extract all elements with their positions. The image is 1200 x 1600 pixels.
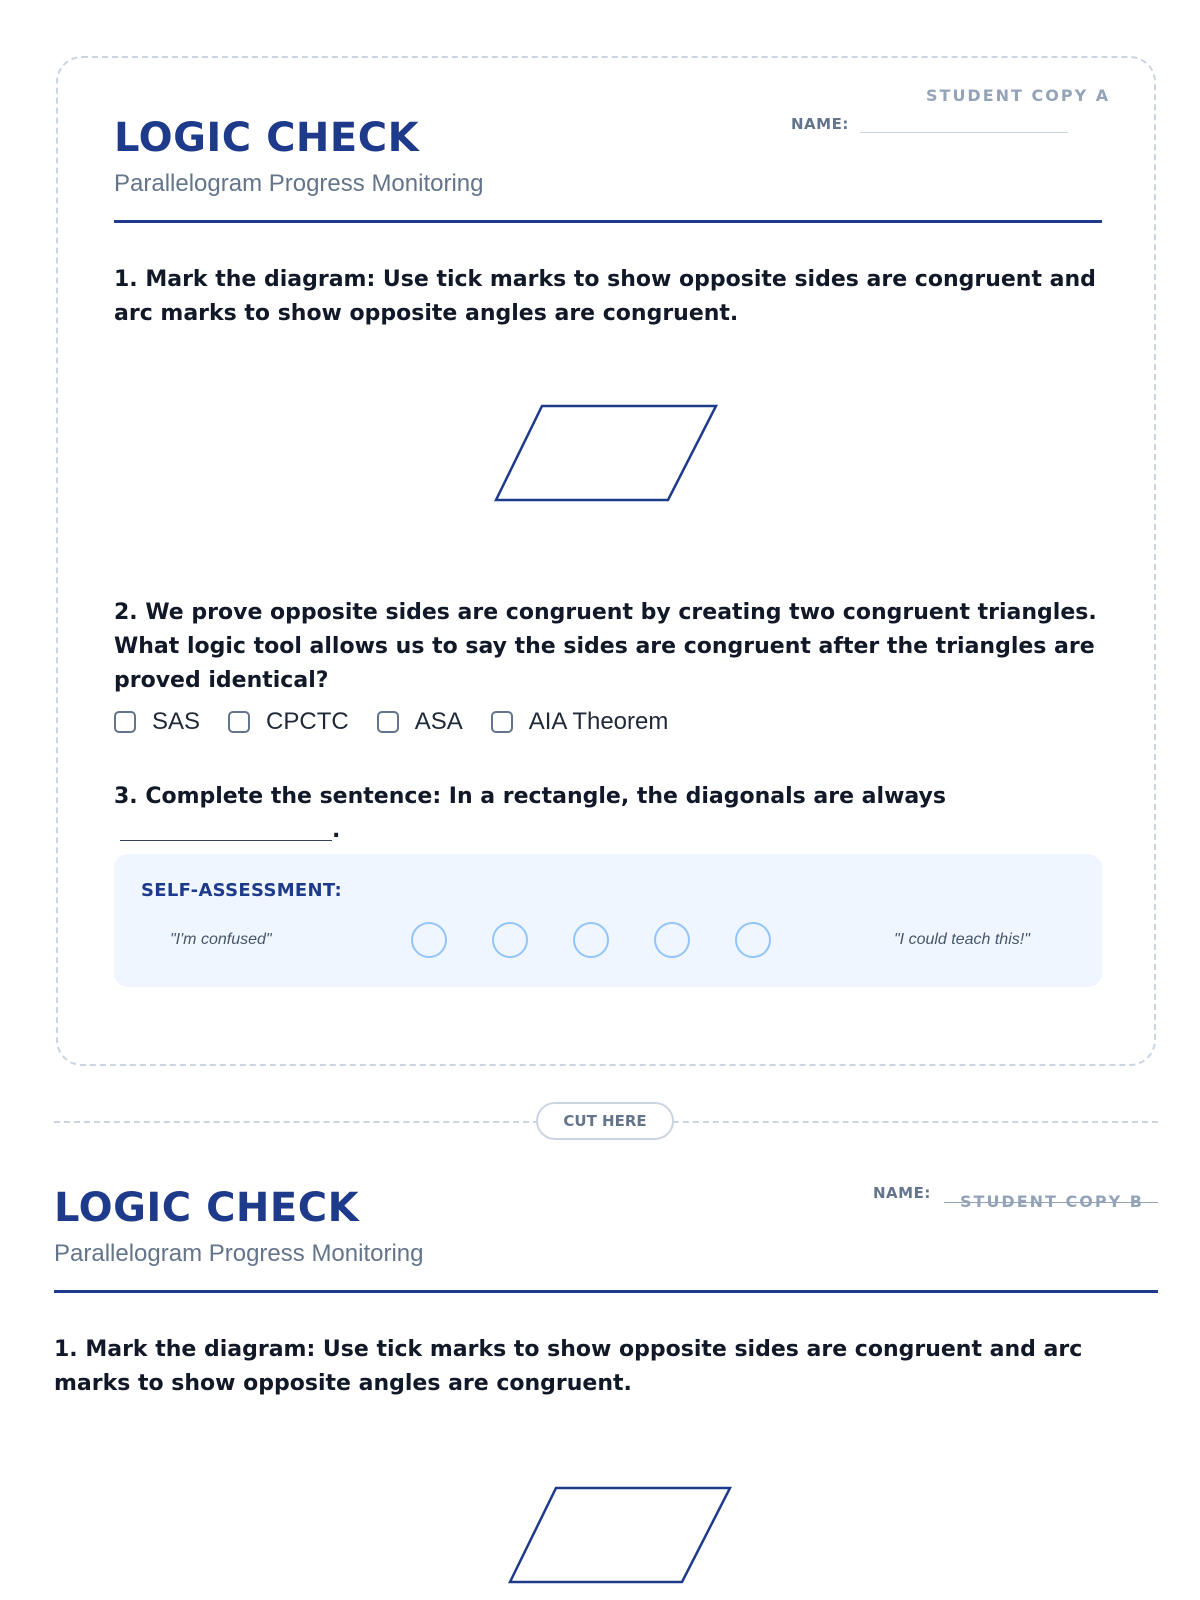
option-aia-theorem[interactable] <box>491 708 669 736</box>
option-label: AIA Theorem <box>528 708 669 735</box>
checkbox[interactable] <box>228 711 250 733</box>
header-rule-b <box>54 1290 1158 1293</box>
rating-circle-5[interactable] <box>735 922 771 958</box>
page-title: LOGIC CHECK <box>114 115 420 161</box>
parallelogram-diagram[interactable] <box>494 403 720 503</box>
scale-high-label: "I could teach this!" <box>894 931 1030 948</box>
checkbox[interactable] <box>114 711 136 733</box>
answer-options <box>114 708 1102 736</box>
answer-blank[interactable] <box>120 840 332 841</box>
option-sas[interactable] <box>114 708 200 736</box>
option-asa[interactable] <box>377 708 463 736</box>
cut-here-label: CUT HERE <box>536 1102 674 1140</box>
rating-circle-1[interactable] <box>411 922 447 958</box>
student-copy-a-card <box>56 56 1156 1066</box>
option-label: SAS <box>152 708 201 735</box>
self-assessment-panel <box>114 854 1102 987</box>
page-title-b: LOGIC CHECK <box>54 1185 360 1231</box>
rating-circle-2[interactable] <box>492 922 528 958</box>
question-3-text: 3. Complete the sentence: In a rectangle, the diagonals are always <box>114 784 946 809</box>
question-1: 1. Mark the diagram: Use tick marks to show opposite sides are congruent and arc marks to show opposite angles are congruent. <box>114 267 1096 326</box>
option-label: ASA <box>414 708 463 735</box>
header-rule <box>114 220 1102 223</box>
rating-circle-4[interactable] <box>654 922 690 958</box>
parallelogram-shape-b <box>510 1488 730 1582</box>
header <box>114 115 1102 197</box>
question-3-end: . <box>332 818 341 843</box>
checkbox[interactable] <box>377 711 399 733</box>
parallelogram-shape <box>496 406 716 500</box>
self-assessment-title: SELF-ASSESSMENT: <box>141 880 342 901</box>
scale-low-label: "I'm confused" <box>170 931 272 948</box>
copy-tag-b: STUDENT COPY B <box>960 1192 1144 1211</box>
name-label: NAME: <box>791 115 849 133</box>
copy-tag: STUDENT COPY A <box>926 86 1111 105</box>
parallelogram-diagram-b[interactable] <box>508 1485 734 1585</box>
name-label-b: NAME: <box>873 1184 931 1202</box>
question-3 <box>114 780 1102 848</box>
question-2: 2. We prove opposite sides are congruent by creating two congruent triangles. What logic tool allows us to say the sides are congruent after the triangles are proved identical? <box>114 600 1097 693</box>
question-1-b: 1. Mark the diagram: Use tick marks to show opposite sides are congruent and arc marks to show opposite angles are congruent. <box>54 1337 1083 1396</box>
page-subtitle: Parallelogram Progress Monitoring <box>114 170 484 197</box>
option-label: CPCTC <box>266 708 349 735</box>
option-cpctc[interactable] <box>228 708 349 736</box>
header-b <box>54 1185 1158 1267</box>
rating-circle-3[interactable] <box>573 922 609 958</box>
checkbox[interactable] <box>491 711 513 733</box>
page-subtitle-b: Parallelogram Progress Monitoring <box>54 1240 424 1267</box>
